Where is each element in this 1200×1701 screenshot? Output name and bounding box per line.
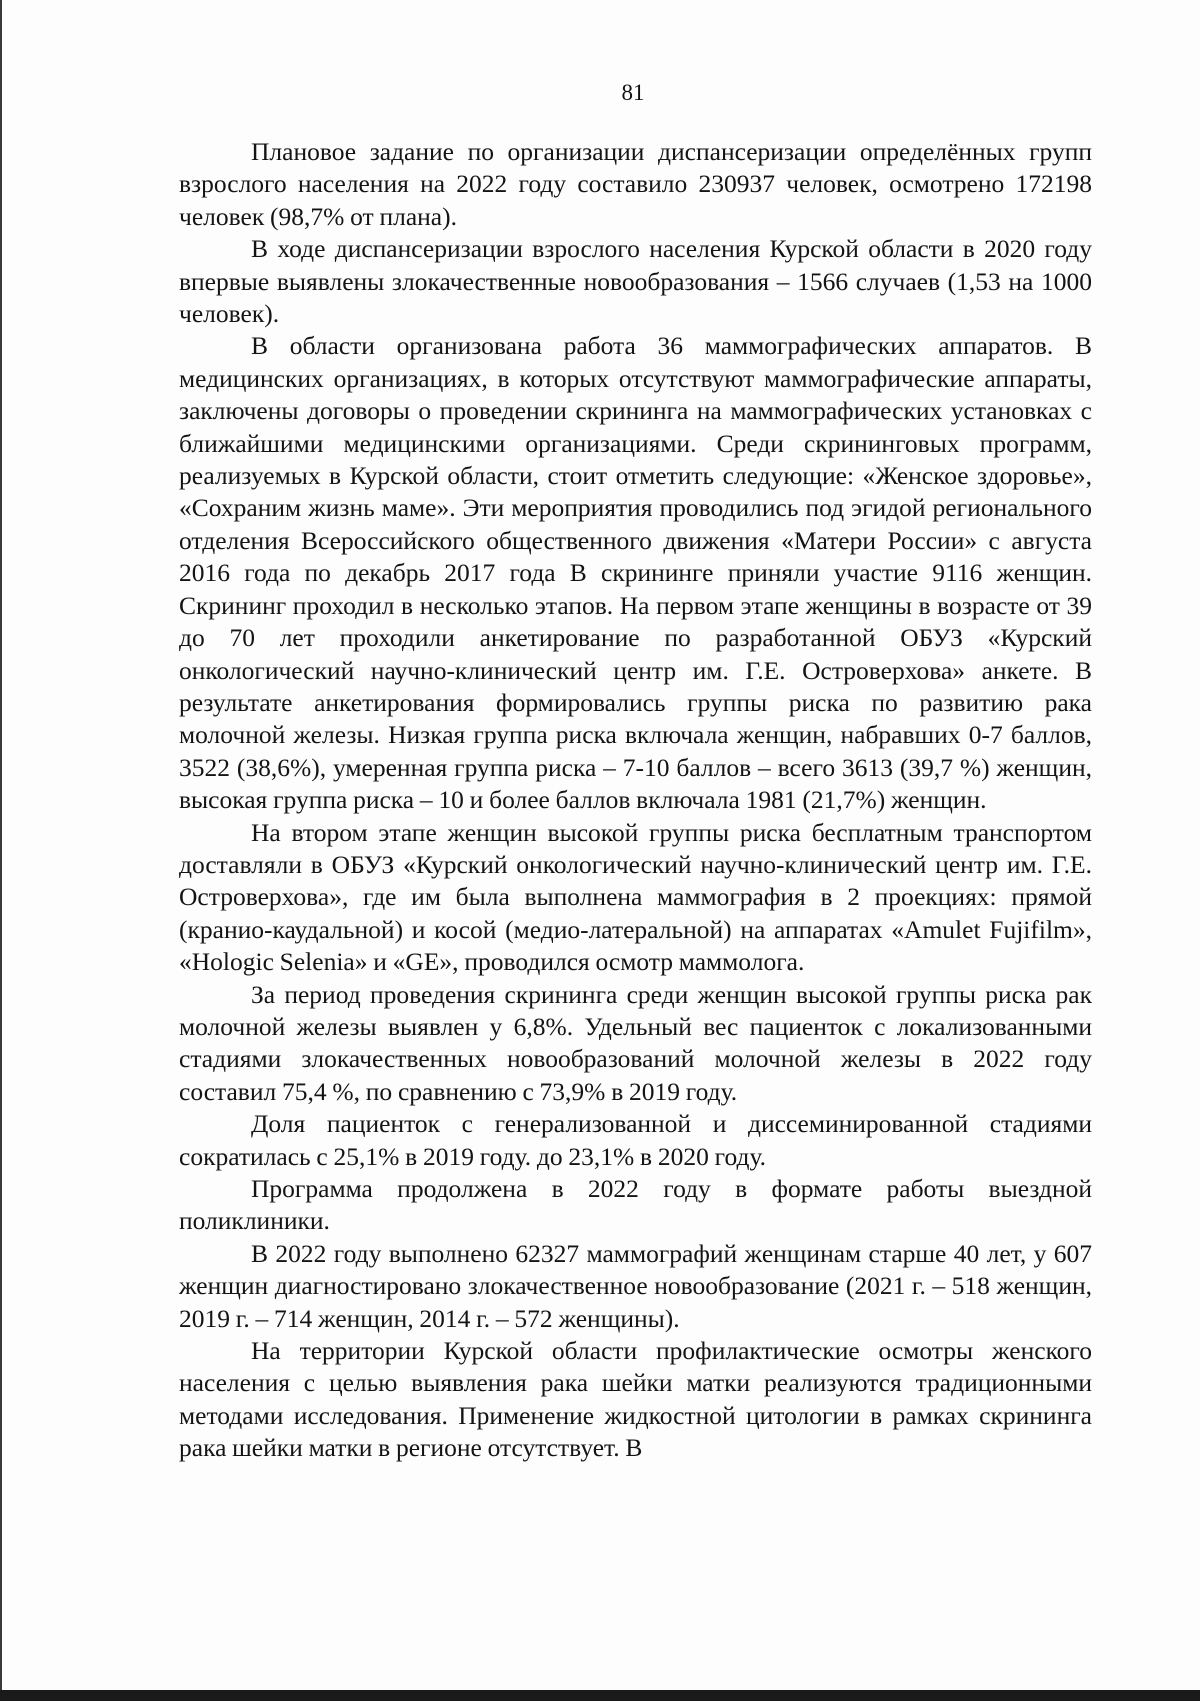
paragraph-detected-neoplasms: В ходе диспансеризации взрослого населения Курской области в 2020 году впервые выявлены злокачественные новообразования – 1566 случаев (1,53 на 1000 человек).: [179, 234, 1092, 329]
paragraph-mammography-2022: В 2022 году выполнено 62327 маммографий женщинам старше 40 лет, у 607 женщин диагностировано злокачественное новообразование (2021 г. – 518 женщин, 2019 г. – 714 женщин, 2014 г. – 572 женщины).: [179, 1238, 1092, 1333]
paragraph-mobile-clinic: Программа продолжена в 2022 году в формате работы выездной поликлиники.: [179, 1174, 1092, 1236]
scan-bottom-edge: [0, 1690, 1200, 1701]
paragraph-second-stage: На втором этапе женщин высокой группы риска бесплатным транспортом доставляли в ОБУЗ «Курский онкологический научно-клинический центр им. Г.Е. Островерхова», где им была выполнена маммография в 2 проекциях: прямой (кранио-каудальной) и косой (медио-латеральной) на аппаратах «Amulet Fujifilm», «Hologic Selenia» и «GE», проводился осмотр маммолога.: [179, 817, 1092, 977]
page-number: 81: [621, 80, 645, 105]
paragraph-screening-results: За период проведения скрининга среди женщин высокой группы риска рак молочной железы выявлен у 6,8%. Удельный вес пациенток с локализованными стадиями злокачественных новообразований молочной железы в 2022 году составил 75,4 %, по сравнению с 73,9% в 2019 году.: [179, 979, 1092, 1106]
paragraph-screening-plan: Плановое задание по организации диспансеризации определённых групп взрослого населения на 2022 году составило 230937 человек, осмотрено 172198 человек (98,7% от плана).: [179, 137, 1092, 231]
document-body: [179, 136, 1092, 1465]
paragraph-cervical-screening: На территории Курской области профилактические осмотры женского населения с целью выявления рака шейки матки реализуются традиционными методами исследования. Применение жидкостной цитологии в рамках скрининга рака шейки матки в регионе отсутствует. В: [179, 1336, 1092, 1463]
scan-left-edge: [0, 0, 2, 1701]
paragraph-disseminated-share: Доля пациенток с генерализованной и диссеминированной стадиями сократилась с 25,1% в 2019 году. до 23,1% в 2020 году.: [179, 1109, 1092, 1171]
paragraph-mammography-program: В области организована работа 36 маммографических аппаратов. В медицинских организациях, в которых отсутствуют маммографические аппараты, заключены договоры о проведении скрининга на маммографических установках с ближайшими медицинскими организациями. Среди скрининговых программ, реализуемых в Курской области, стоит отметить следующие: «Женское здоровье», «Сохраним жизнь маме». Эти мероприятия проводились под эгидой регионального отделения Всероссийского общественного движения «Матери России» с августа 2016 года по декабрь 2017 года В скрининге приняли участие 9116 женщин. Скрининг проходил в несколько этапов. На первом этапе женщины в возрасте от 39 до 70 лет проходили анкетирование по разработанной ОБУЗ «Курский онкологический научно-клинический центр им. Г.Е. Островерхова» анкете. В результате анкетирования формировались группы риска по развитию рака молочной железы. Низкая группа риска включала женщин, набравших 0-7 баллов, 3522 (38,6%), умеренная группа риска – 7-10 баллов – всего 3613 (39,7 %) женщин, высокая группа риска – 10 и более баллов включала 1981 (21,7%) женщин.: [179, 331, 1092, 815]
